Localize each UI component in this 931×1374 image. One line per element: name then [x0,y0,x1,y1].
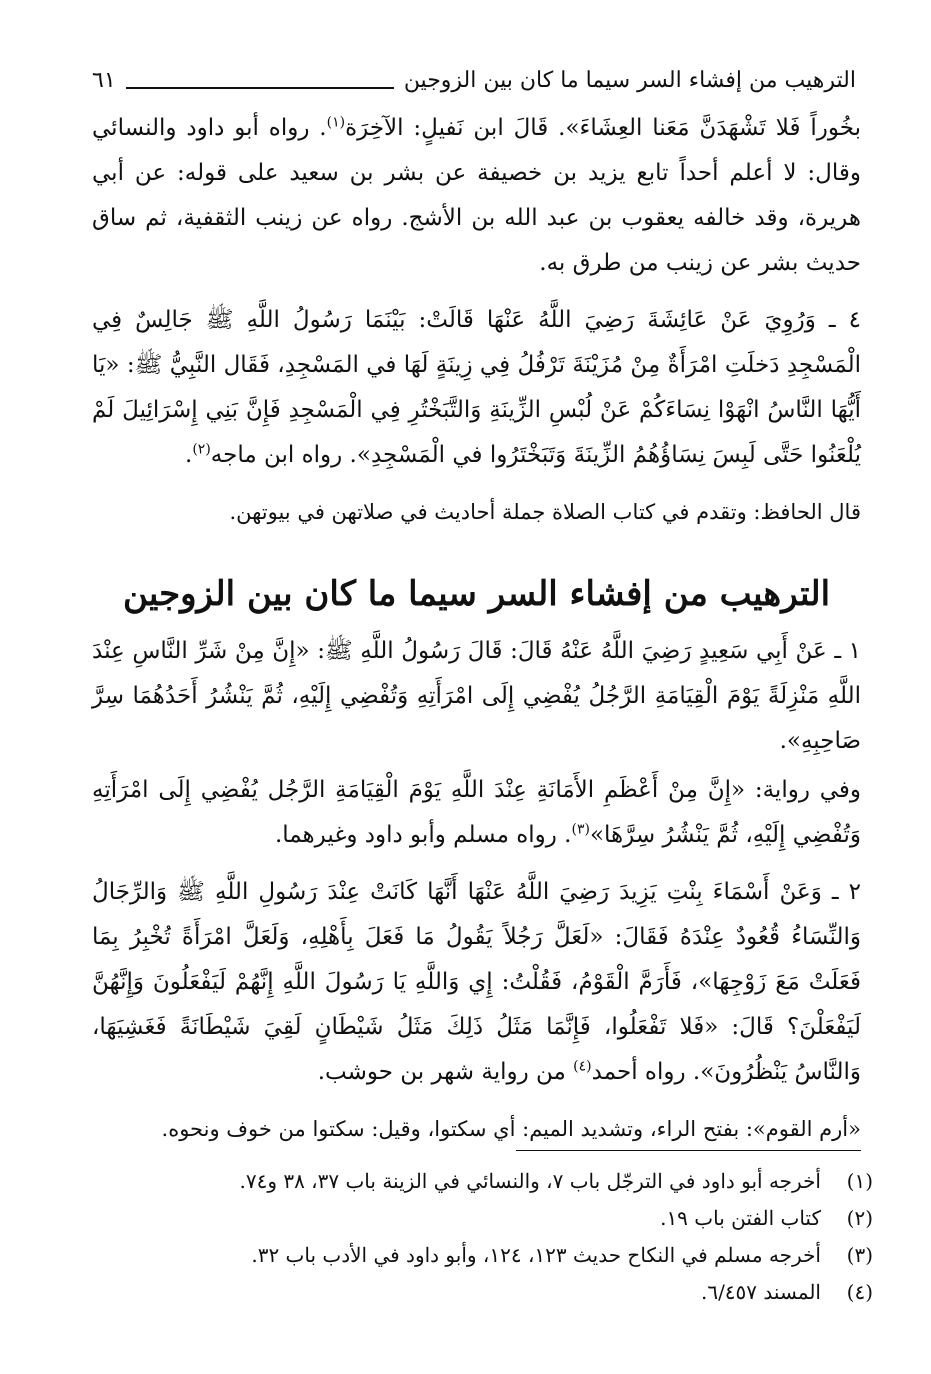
gloss-note: «أرم القوم»: بفتح الراء، وتشديد الميم: أي سكتوا، وقيل: سكتوا من خوف ونحوه. [161,1117,861,1141]
hadith-2 [92,870,861,1095]
footnote-ref-3: (٣) [571,821,590,838]
section-title: الترهيب من إفشاء السر سيما ما كان بين الزوجين [122,574,831,614]
footnote-text: المسند ٦/٤٥٧. [700,1280,821,1304]
footnote-ref-2: (٢) [192,441,211,458]
footnote-item [92,1237,873,1274]
paragraph-text: من رواية شهر بن حوشب. [317,1059,574,1085]
paragraph-text: بخُوراً فَلا تَشْهَدَنَّ مَعَنا العِشَاءَ». قَالَ ابن نَفيلٍ: الآخِرَة [345,115,861,141]
footnote-number: (٢) [846,1206,873,1230]
hadith-1: ١ ـ عَنْ أَبِي سَعِيدٍ رَضِيَ اللَّهُ عَنْهُ قَالَ: قَالَ رَسُولُ اللَّهِ ﷺ: «إِنَّ مِنْ شَرِّ النَّاسِ عِنْدَ اللَّهِ مَنْزِلَةً يَوْمَ الْقِيَامَةِ الرَّجُلُ يُفْضِي إِلَى امْرَأَتِهِ وَتُفْضِي إِلَيْهِ، ثُمَّ يَنْشُرُ أَحَدُهُمَا سِرَّ صَاحِبِهِ». [92,638,861,754]
footnote-number: (٤) [846,1280,873,1304]
footnote-ref-1: (١) [326,114,346,131]
paragraph-text: . رواه أبو داود والنسائي وقال: لا أعلم أحداً تابع يزيد بن خصيفة عن بشر بن سعيد على قوله: عن أبي هريرة، وقد خالفه يعقوب بن عبد الله بن الأشج. رواه عن زينب الثقفية، ثم ساق حديث بشر عن زينب من طرق به. [92,115,861,276]
running-header [92,60,856,100]
paragraph-text: . رواه مسلم وأبو داود وغيرهما. [274,822,572,848]
page-number: ٦١ [92,67,116,93]
header-rule [126,87,394,89]
hadith-1-variant [92,768,861,858]
footnote-text: كتاب الفتن باب ١٩. [660,1206,821,1230]
footnote-number: (٣) [846,1243,873,1267]
paragraph-text: . [185,442,193,468]
footnote-text: أخرجه أبو داود في الترجّل باب ٧، والنسائي في الزينة باب ٣٧، ٣٨ و٧٤. [239,1169,821,1193]
paragraph-continuation [92,106,861,286]
paragraph-text: ٢ ـ وَعَنْ أَسْمَاءَ بِنْتِ يَزِيدَ رَضِيَ اللَّهُ عَنْهَا أَنَّهَا كَانَتْ عِنْدَ رَسُولِ اللَّهِ ﷺ وَالرِّجَالُ وَالنِّسَاءُ قُعُودٌ عِنْدَهُ فَقَالَ: «لَعَلَّ رَجُلاً يَقُولُ مَا فَعَلَ بِأَهْلِهِ، وَلَعَلَّ امْرَأَةً تُخْبِرُ بِمَا فَعَلَتْ مَعَ زَوْجِهَا»، فَأَرَمَّ الْقَوْمُ، فَقُلْتُ: إِي وَاللَّهِ يَا رَسُولَ اللَّهِ إِنَّهُمْ لَيَفْعَلُونَ وَإِنَّهُنَّ لَيَفْعَلْنَ؟ قَالَ: «فَلا تَفْعَلُوا، فَإِنَّمَا مَثَلُ ذَلِكَ مَثَلُ شَيْطَانٍ لَقِيَ شَيْطَانَةً فَغَشِيَهَا، وَالنَّاسُ يَنْظُرُونَ». رواه أحمد [92,879,861,1085]
footnote-ref-4: (٤) [573,1058,592,1075]
hadith-4 [92,298,861,478]
paragraph-text: ٤ ـ وَرُوِيَ عَنْ عَائِشَةَ رَضِيَ اللَّهُ عَنْهَا قَالَتْ: بَيْنَمَا رَسُولُ اللَّهِ ﷺ جَالِسٌ فِي الْمَسْجِدِ دَخلَتِ امْرَأَةٌ مِنْ مُزَيْنَةَ تَرْفُلُ فِي زِينَةٍ لَهَا في المَسْجِدِ، فَقَال النَّبِيُّ ﷺ: «يَا أَيُّهَا النَّاسُ انْهَوْا نِسَاءَكُمْ عَنْ لُبْسِ الزِّينَةِ وَالتَّبَخْتُرِ فِي الْمَسْجِدِ فَإِنَّ بَنِي إِسْرَائِيلَ لَمْ يُلْعَنُوا حَتَّى لَبِسَ نِسَاؤُهُمُ الزِّينَةَ وَتَبَخْتَرُوا في الْمَسْجِدِ». رواه ابن ماجه [92,307,861,468]
footnotes [92,1163,873,1311]
footnote-number: (١) [846,1169,873,1193]
paragraph-text: وفي رواية: «إِنَّ مِنْ أَعْظَمِ الأَمَانَةِ عِنْدَ اللَّهِ يَوْمَ الْقِيَامَةِ الرَّجُل يُفْضِي إِلَى امْرَأَتِهِ وَتُفْضِي إِلَيْهِ، ثُمَّ يَنْشُرُ سِرَّهَا» [92,777,861,848]
footnote-text: أخرجه مسلم في النكاح حديث ١٢٣، ١٢٤، وأبو داود في الأدب باب ٣٢. [251,1243,821,1267]
running-header-title: الترهيب من إفشاء السر سيما ما كان بين الزوجين [403,67,856,93]
footnote-item [92,1163,873,1200]
footnote-item [92,1274,873,1311]
page-body [92,106,861,1152]
footnote-item [92,1200,873,1237]
footnote-separator [516,1150,861,1151]
hafiz-note: قال الحافظ: وتقدم في كتاب الصلاة جملة أحاديث في صلاتهن في بيوتهن. [229,500,861,524]
